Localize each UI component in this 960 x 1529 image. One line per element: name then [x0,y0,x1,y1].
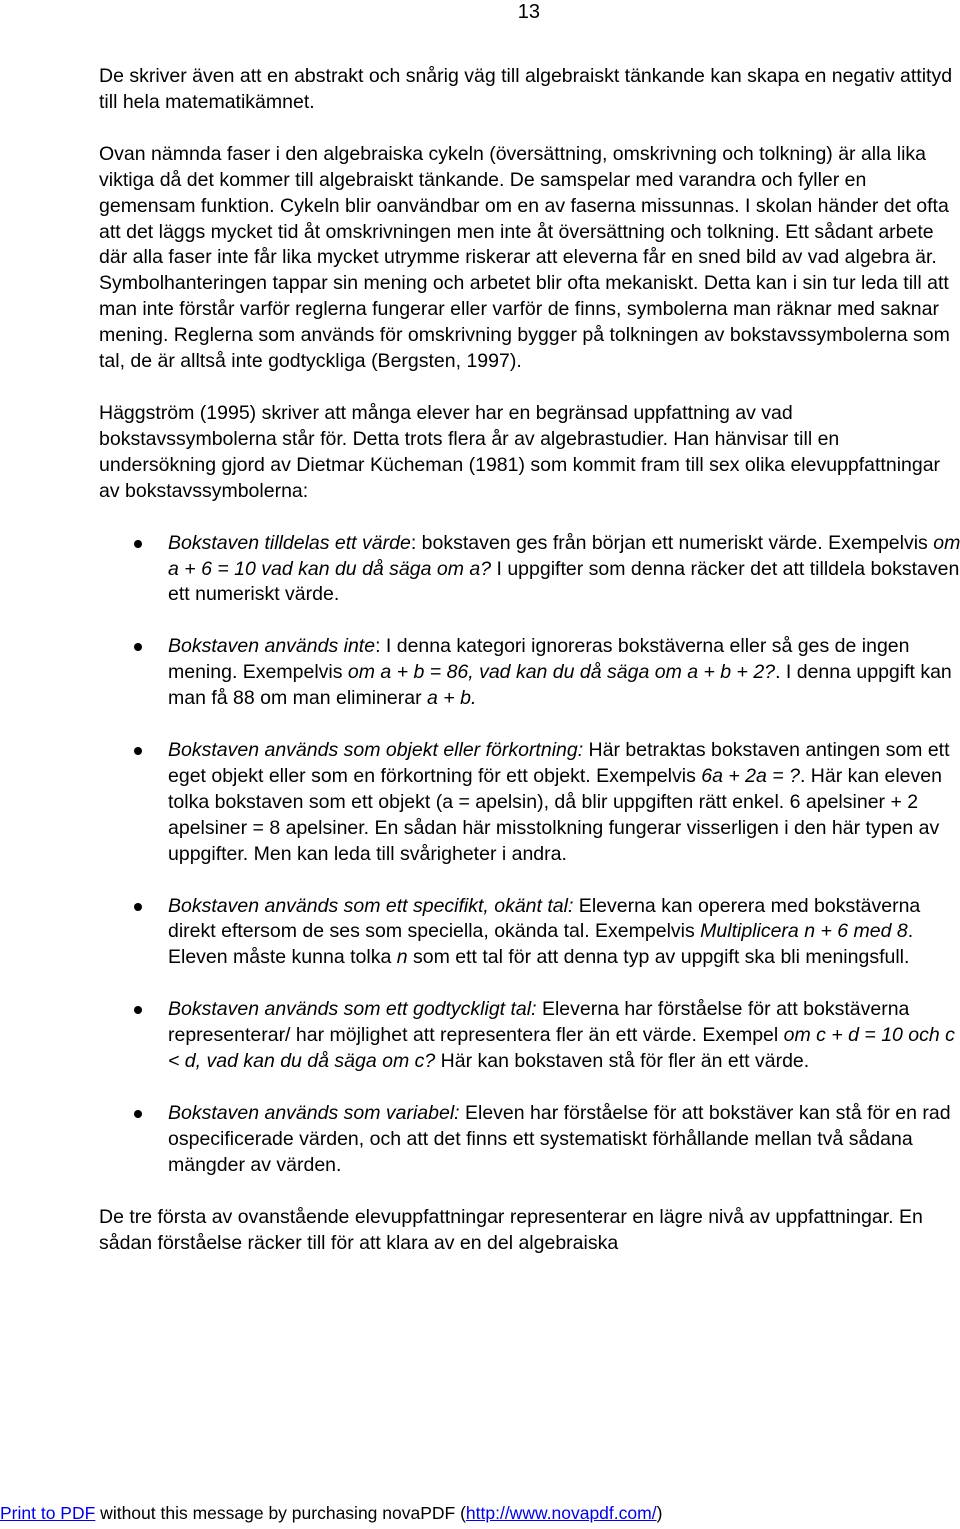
bullet-text: som ett tal för att denna typ av uppgift ska bli meningsfull. [407,946,910,969]
bullet-text: . I denna uppgift kan man få 88 om man eliminerar [168,661,952,710]
document-body [99,64,960,1283]
bullet-text: : I denna kategori ignoreras bokstäverna eller så ges de ingen mening. Exempelvis [168,635,910,684]
bullet-icon [134,1006,142,1014]
paragraph: Häggström (1995) skriver att många elever har en begränsad uppfattning av vad bokstavssymbolerna står för. Detta trots flera år av algebrastudier. Han hänvisar till en undersökning gjord av Dietmar Kücheman (1981) som kommit fram till sex olika elevuppfattningar av bokstavssymbolerna: [99,401,941,502]
list-item [99,997,960,1075]
bullet-example: a + b. [427,687,477,710]
bullet-text: Här betraktas bokstaven antingen som ett eget objekt eller som en förkortning för ett objekt. Exempelvis [168,739,950,787]
bullet-text: Eleven har förståelse för att bokstäver kan stå för en rad ospecificerade värden, och att det finns ett systematiskt förhållande mellan två sådana mängder av värden. [168,1102,951,1176]
bullet-example: n [396,946,408,969]
bullet-text: . Eleven måste kunna tolka [168,920,914,969]
bullet-list [99,531,960,1179]
bullet-heading: Bokstaven tilldelas ett värde [168,531,411,554]
paragraph: De skriver även att en abstrakt och snårig väg till algebraiskt tänkande kan skapa en negativ attityd till hela matematikämnet. [99,65,953,113]
list-item [99,634,960,712]
bullet-example: om c + d = 10 och c < d, vad kan du då säga om c? [168,1024,955,1073]
footer [0,1502,960,1524]
paragraph: Ovan nämnda faser i den algebraiska cykeln (översättning, omskrivning och tolkning) är alla lika viktiga då det kommer till algebraiskt tänkande. De samspelar med varandra och fyller en gemensam funktion. Cykeln blir oanvändbar om en av faserna missunnas. I skolan händer det ofta att det läggs mycket tid åt omskrivningen men inte åt översättning och tolkning. Ett sådant arbete där alla faser inte får lika mycket utrymme riskerar att eleverna får en sned bild av vad algebra är. Symbolhanteringen tappar sin mening och arbetet blir ofta mekaniskt. Detta kan i sin tur leda till att man inte förstår varför reglerna fungerar eller varför de finns, symbolerna man räknar med saknar mening. Reglerna som används för omskrivning bygger på tolkningen av bokstavssymbolerna som tal, de är alltså inte godtyckliga (Bergsten, 1997). [99,142,950,373]
bullet-heading: Bokstaven används som objekt eller förkortning: [168,739,584,762]
print-to-pdf-link[interactable]: Print to PDF [0,1503,96,1523]
bullet-icon [134,747,142,755]
bullet-heading: Bokstaven används som variabel: [168,1102,460,1124]
bullet-heading: Bokstaven används som ett specifikt, okänt tal: [168,894,574,917]
footer-text: without this message by purchasing novaPDF ( [95,1503,466,1523]
bullet-text: I uppgifter som denna räcker det att tilldela bokstaven ett numeriskt värde. [168,557,960,606]
list-item [99,738,960,868]
bullet-text: Här kan bokstaven stå för fler än ett värde. [435,1050,810,1073]
bullet-icon [134,1110,142,1118]
page-number: 13 [517,1,540,23]
bullet-icon [134,903,142,911]
bullet-text: Eleverna har förståelse för att bokstäverna representerar/ har möjlighet att representera fler än ett värde. Exempel [168,998,910,1047]
list-item [99,531,960,609]
list-item [99,894,960,972]
bullet-example: om a + 6 = 10 vad kan du då säga om a? [168,531,960,580]
closing-paragraph: De tre första av ovanstående elevuppfattningar representerar en lägre nivå av uppfattningar. En sådan förståelse räcker till för att klara av en del algebraiska [99,1205,923,1254]
footer-text: ) [656,1503,663,1523]
bullet-text: : bokstaven ges från början ett numeriskt värde. Exempelvis [410,531,934,554]
novapdf-link[interactable]: http://www.novapdf.com/ [465,1503,657,1523]
bullet-example: Multiplicera n + 6 med 8 [700,920,908,943]
bullet-icon [134,643,142,651]
bullet-text: Eleverna kan operera med bokstäverna direkt eftersom de ses som speciella, okända tal. Exempelvis [168,894,921,943]
bullet-icon [134,540,142,548]
bullet-example: om a + b = 86, vad kan du då säga om a + b + 2? [347,661,776,684]
bullet-text: . Här kan eleven tolka bokstaven som ett objekt (a = apelsin), då blir uppgiften rätt enkel. 6 apelsiner + 2 apelsiner = 8 apelsiner. En sådan här misstolkning fungerar visserligen i den här typen av uppgifter. Men kan leda till svårigheter i andra. [168,764,942,865]
bullet-heading: Bokstaven används inte [168,635,376,658]
bullet-example: 6a + 2a = ? [701,764,800,787]
list-item [99,1101,960,1179]
bullet-heading: Bokstaven används som ett godtyckligt tal: [168,998,537,1021]
